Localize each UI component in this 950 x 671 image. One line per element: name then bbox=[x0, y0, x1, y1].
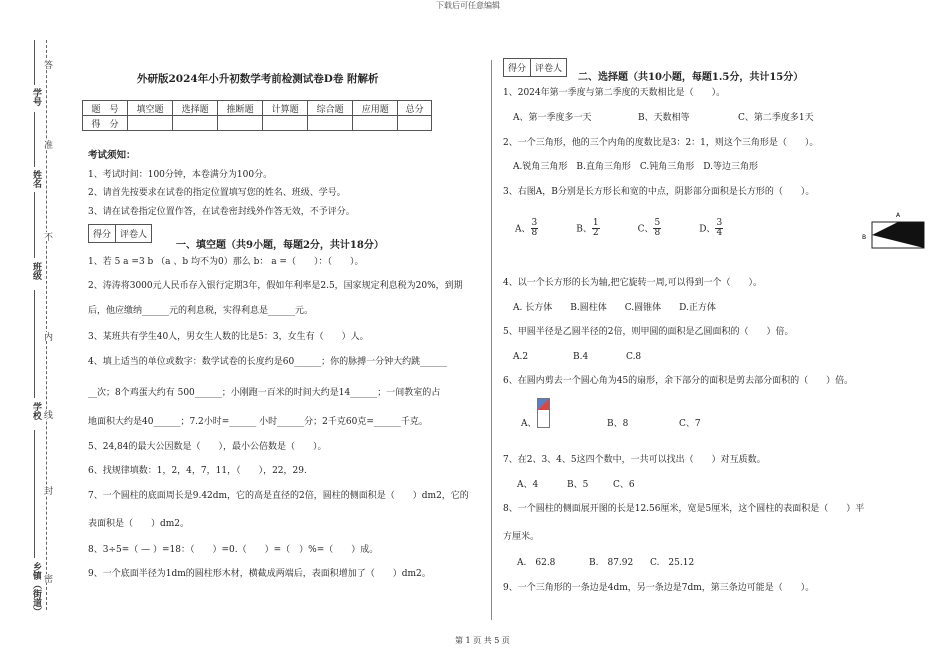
seal-char: 封 bbox=[42, 486, 52, 495]
rectangle-figure bbox=[860, 208, 930, 252]
fill-line bbox=[34, 112, 36, 167]
cut-sector-icon bbox=[537, 398, 550, 428]
score-table bbox=[82, 100, 432, 131]
section2-heading: 二、选择题（共10小题，每题1.5分，共计15分） bbox=[578, 72, 804, 83]
score-cell: 填空题 bbox=[128, 101, 173, 116]
score-cell: 综合题 bbox=[308, 101, 353, 116]
sidebar-label-student-id: 学号 bbox=[31, 88, 41, 106]
question-line: 方厘米。 bbox=[503, 532, 540, 542]
score-cell: 总分 bbox=[398, 101, 432, 116]
question-line: 3、某班共有学生40人，男女生人数的比是5：3，女生有（ ）人。 bbox=[88, 332, 369, 342]
question-line: 9、一个底面半径为1dm的圆柱形木材，横截成两端后，表面积增加了（ ）dm2。 bbox=[88, 569, 431, 579]
score-cell: 得 分 bbox=[83, 116, 128, 131]
option: A、 bbox=[521, 419, 537, 429]
score-cell[interactable] bbox=[218, 116, 263, 131]
page-footer: 第 1 页 共 5 页 bbox=[455, 636, 510, 645]
question-line: 表面积是（ ）dm2。 bbox=[88, 519, 190, 529]
section1-heading: 一、填空题（共9小题，每题2分，共计18分） bbox=[176, 240, 384, 251]
fill-line bbox=[34, 290, 36, 398]
option: B. 87.92 bbox=[589, 558, 634, 568]
score-cell: 计算题 bbox=[263, 101, 308, 116]
seal-char: 准 bbox=[42, 140, 52, 149]
seal-char: 密 bbox=[42, 574, 52, 583]
notice-item: 3、请在试卷指定位置作答，在试卷密封线外作答无效，不予评分。 bbox=[88, 207, 355, 217]
fill-line bbox=[34, 40, 36, 85]
option: B、8 bbox=[607, 419, 629, 429]
option: A、第一季度多一天 bbox=[513, 113, 592, 123]
score-cell[interactable] bbox=[398, 116, 432, 131]
option: C、 $\frac{5}{8}$ bbox=[637, 218, 661, 239]
question-line: 8、一个圆柱的侧面展开图的长是12.56厘米，宽是5厘米，这个圆柱的表面积是（ ）平 bbox=[503, 504, 865, 514]
option: C. 25.12 bbox=[650, 558, 695, 568]
question-line: 1、若 5 a =3 b （a 、b 均不为0）那么 b： a =（ ）：（ ）。 bbox=[88, 257, 364, 267]
seal-char: 内 bbox=[42, 332, 52, 341]
grader-box-reviewer: 评卷人 bbox=[535, 64, 563, 74]
score-cell[interactable] bbox=[353, 116, 398, 131]
question-line: 8、3÷5=（ — ）=18：（ ）=0.（ ）=（ ）%=（ ）成。 bbox=[88, 545, 379, 555]
fill-line bbox=[34, 430, 36, 558]
option: B、5 bbox=[567, 480, 589, 490]
sidebar-label-town: 乡镇（街道） bbox=[31, 562, 41, 616]
score-cell[interactable] bbox=[308, 116, 353, 131]
notice-heading: 考试须知： bbox=[88, 150, 136, 161]
option: C、第二季度多1天 bbox=[738, 113, 814, 123]
question-line: 9、一个三角形的一条边是4dm，另一条边是7dm，第三条边可能是（ ）。 bbox=[503, 583, 815, 593]
notice-item: 2、请首先按要求在试卷的指定位置填写您的姓名、班级、学号。 bbox=[88, 188, 346, 198]
score-cell: 题 号 bbox=[83, 101, 128, 116]
score-cell[interactable] bbox=[128, 116, 173, 131]
shaded-rectangle-icon bbox=[860, 208, 930, 252]
score-cell[interactable] bbox=[173, 116, 218, 131]
notice-item: 1、考试时间：100分钟，本卷满分为100分。 bbox=[88, 170, 273, 180]
seal-char: 答 bbox=[42, 60, 52, 69]
top-note: 下载后可任意编辑 bbox=[436, 1, 500, 10]
column-divider bbox=[491, 60, 492, 620]
question-line: 6、找规律填数：1，2，4，7，11，（ ），22，29. bbox=[88, 466, 307, 476]
grader-box-score: 得分 bbox=[504, 59, 531, 76]
score-table-header-row bbox=[83, 101, 432, 116]
seal-char: 不 bbox=[42, 232, 52, 241]
option: B、 $\frac{1}{2}$ bbox=[576, 218, 599, 239]
question-line: 2、一个三角形，他的三个内角的度数比是3：2：1，则这个三角形是（ ）。 bbox=[503, 138, 819, 148]
question-line: 3、右图A，B分别是长方形长和宽的中点，阴影部分面积是长方形的（ ）。 bbox=[503, 187, 815, 197]
question-line: 2、涛涛将3000元人民币存入银行定期3年，假如年利率是2.5，国家规定利息税为20%，到期 bbox=[88, 281, 463, 291]
option: B.4 bbox=[573, 352, 589, 362]
question-line: 5、24,84的最大公因数是（ ），最小公倍数是（ ）。 bbox=[88, 442, 327, 452]
question-line: 4、填上适当的单位或数字：数学试卷的长度约是60______；你的脉搏一分钟大约跳______ bbox=[88, 357, 448, 367]
score-table-score-row bbox=[83, 116, 432, 131]
question-line: 7、一个圆柱的底面周长是9.42dm，它的高是直径的2倍，圆柱的侧面积是（ ）dm2，它的 bbox=[88, 491, 469, 501]
question-line: 4、以一个长方形的长为轴,把它旋转一周,可以得到一个（ ）。 bbox=[503, 278, 762, 288]
option: D、 $\frac{3}{4}$ bbox=[699, 218, 723, 239]
question-line: 5、甲圆半径是乙圆半径的2倍，则甲圆的面积是乙圆面积的（ ）倍。 bbox=[503, 327, 794, 337]
figure-label-b: B bbox=[862, 234, 867, 241]
question-line: 6、在圆内剪去一个圆心角为45的扇形，余下部分的面积是剪去部分面积的（ ）倍。 bbox=[503, 376, 854, 386]
score-cell: 推断题 bbox=[218, 101, 263, 116]
q3-options bbox=[515, 219, 723, 239]
question-line: 地面积大约是40______；7.2小时=______ 小时______分；2千克60克=______千克。 bbox=[88, 417, 428, 427]
option: A、 $\frac{3}{8}$ bbox=[515, 218, 538, 239]
sidebar-label-school: 学校 bbox=[31, 402, 41, 420]
grader-box bbox=[88, 224, 152, 243]
sidebar-label-class: 班级 bbox=[31, 262, 41, 280]
question-line: 7、在2、3、4、5这四个数中，一共可以找出（ ）对互质数。 bbox=[503, 455, 766, 465]
seal-line bbox=[46, 40, 48, 610]
grader-box-reviewer: 评卷人 bbox=[120, 230, 148, 240]
sidebar-label-name: 姓名 bbox=[31, 170, 41, 188]
option: A.2 bbox=[513, 352, 529, 362]
option: B、天数相等 bbox=[638, 113, 690, 123]
page-title: 外研版2024年小升初数学考前检测试卷D卷 附解析 bbox=[137, 73, 379, 85]
figure-label-a: A bbox=[896, 212, 901, 219]
question-line: __次；8个鸡蛋大约有 500______；小刚跑一百米的时间大约是14______；一间教室的占 bbox=[88, 388, 441, 398]
grader-box bbox=[503, 58, 567, 77]
grader-box-score: 得分 bbox=[89, 225, 116, 242]
question-line: 后，他应缴纳______元的利息税，实得利息是______元。 bbox=[88, 306, 314, 316]
seal-char: 线 bbox=[42, 410, 52, 419]
question-line: 1、2024年第一季度与第二季度的天数相比是（ ）。 bbox=[503, 88, 726, 98]
sector-figure bbox=[537, 398, 550, 428]
score-cell[interactable] bbox=[263, 116, 308, 131]
option: C、7 bbox=[679, 419, 701, 429]
fill-line bbox=[34, 192, 36, 258]
option: A. 长方体 B.圆柱体 C.圆锥体 D.正方体 bbox=[513, 303, 716, 313]
option: C.8 bbox=[626, 352, 642, 362]
score-cell: 选择题 bbox=[173, 101, 218, 116]
option: A、4 bbox=[517, 480, 539, 490]
score-cell: 应用题 bbox=[353, 101, 398, 116]
option: A.锐角三角形 B.直角三角形 C.钝角三角形 D.等边三角形 bbox=[513, 162, 759, 172]
option: A. 62.8 bbox=[517, 558, 556, 568]
option: C、6 bbox=[613, 480, 635, 490]
